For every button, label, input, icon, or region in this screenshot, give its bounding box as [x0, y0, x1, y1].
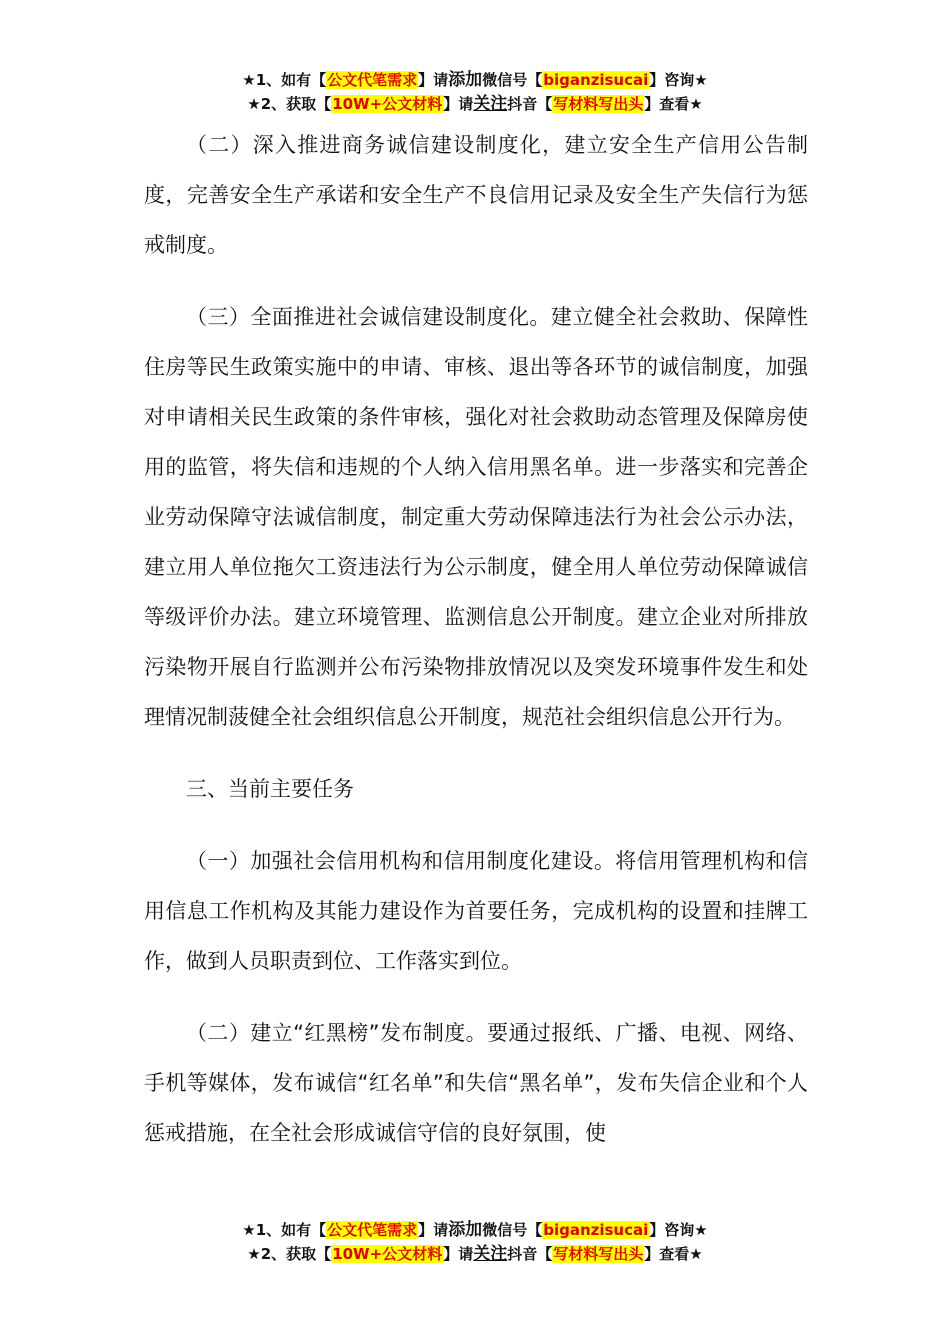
banner-highlight: 10W+公文材料 — [332, 95, 443, 113]
banner-text: ★1、如有【 — [242, 1221, 327, 1239]
banner-text: ★1、如有【 — [242, 71, 327, 89]
banner-highlight: 写材料写出头 — [553, 1245, 644, 1263]
banner-text: 】请 — [418, 71, 449, 89]
banner-highlight: 写材料写出头 — [553, 95, 644, 113]
footer-banner — [0, 1218, 950, 1266]
banner-text: 】查看★ — [644, 95, 703, 113]
banner-text: 】咨询★ — [649, 1221, 708, 1239]
banner-highlight: 公文代笔需求 — [327, 1221, 418, 1239]
banner-text: 】请 — [418, 1221, 449, 1239]
banner-emphasis: 添加 — [448, 1220, 483, 1240]
banner-line-2 — [0, 1242, 950, 1266]
banner-emphasis: 添加 — [448, 70, 483, 90]
banner-line-1 — [0, 1218, 950, 1242]
paragraph-2: （二）深入推进商务诚信建设制度化，建立安全生产信用公告制度，完善安全生产承诺和安全生产不良信用记录及安全生产失信行为惩戒制度。 — [144, 133, 808, 257]
banner-highlight: biganzisucai — [543, 1221, 649, 1239]
banner-highlight: biganzisucai — [543, 71, 649, 89]
banner-line-1 — [0, 68, 950, 92]
banner-text: 】咨询★ — [649, 71, 708, 89]
banner-line-2 — [0, 92, 950, 116]
section-heading: 三、当前主要任务 — [186, 777, 354, 801]
banner-text: 】请 — [443, 95, 474, 113]
banner-text: 抖音【 — [507, 95, 553, 113]
banner-highlight: 公文代笔需求 — [327, 71, 418, 89]
banner-text: 微信号【 — [482, 1221, 543, 1239]
header-banner — [0, 68, 950, 116]
banner-text: ★2、获取【 — [247, 95, 332, 113]
banner-text: ★2、获取【 — [247, 1245, 332, 1263]
banner-text: 】查看★ — [644, 1245, 703, 1263]
banner-text: 微信号【 — [482, 71, 543, 89]
task-paragraph-2: （二）建立“红黑榜”发布制度。要通过报纸、广播、电视、网络、手机等媒体，发布诚信“红名单”和失信“黑名单”，发布失信企业和个人惩戒措施，在全社会形成诚信守信的良好氛围，使 — [144, 1021, 808, 1145]
task-paragraph-1: （一）加强社会信用机构和信用制度化建设。将信用管理机构和信用信息工作机构及其能力建设作为首要任务，完成机构的设置和挂牌工作，做到人员职责到位、工作落实到位。 — [144, 849, 808, 973]
banner-highlight: 10W+公文材料 — [332, 1245, 443, 1263]
banner-emphasis: 关注 — [473, 94, 508, 114]
paragraph-3: （三）全面推进社会诚信建设制度化。建立健全社会救助、保障性住房等民生政策实施中的申请、审核、退出等各环节的诚信制度，加强对申请相关民生政策的条件审核，强化对社会救助动态管理及保障房使用的监管，将失信和违规的个人纳入信用黑名单。进一步落实和完善企业劳动保障守法诚信制度，制定重大劳动保障违法行为社会公示办法，建立用人单位拖欠工资违法行为公示制度，健全用人单位劳动保障诚信等级评价办法。建立环境管理、监测信息公开制度。建立企业对所排放污染物开展自行监测并公布污染物排放情况以及突发环境事件发生和处理情况制菠健全社会组织信息公开制度，规范社会组织信息公开行为。 — [144, 305, 808, 729]
banner-text: 抖音【 — [507, 1245, 553, 1263]
document-body — [144, 120, 808, 1180]
banner-text: 】请 — [443, 1245, 474, 1263]
banner-emphasis: 关注 — [473, 1244, 508, 1264]
